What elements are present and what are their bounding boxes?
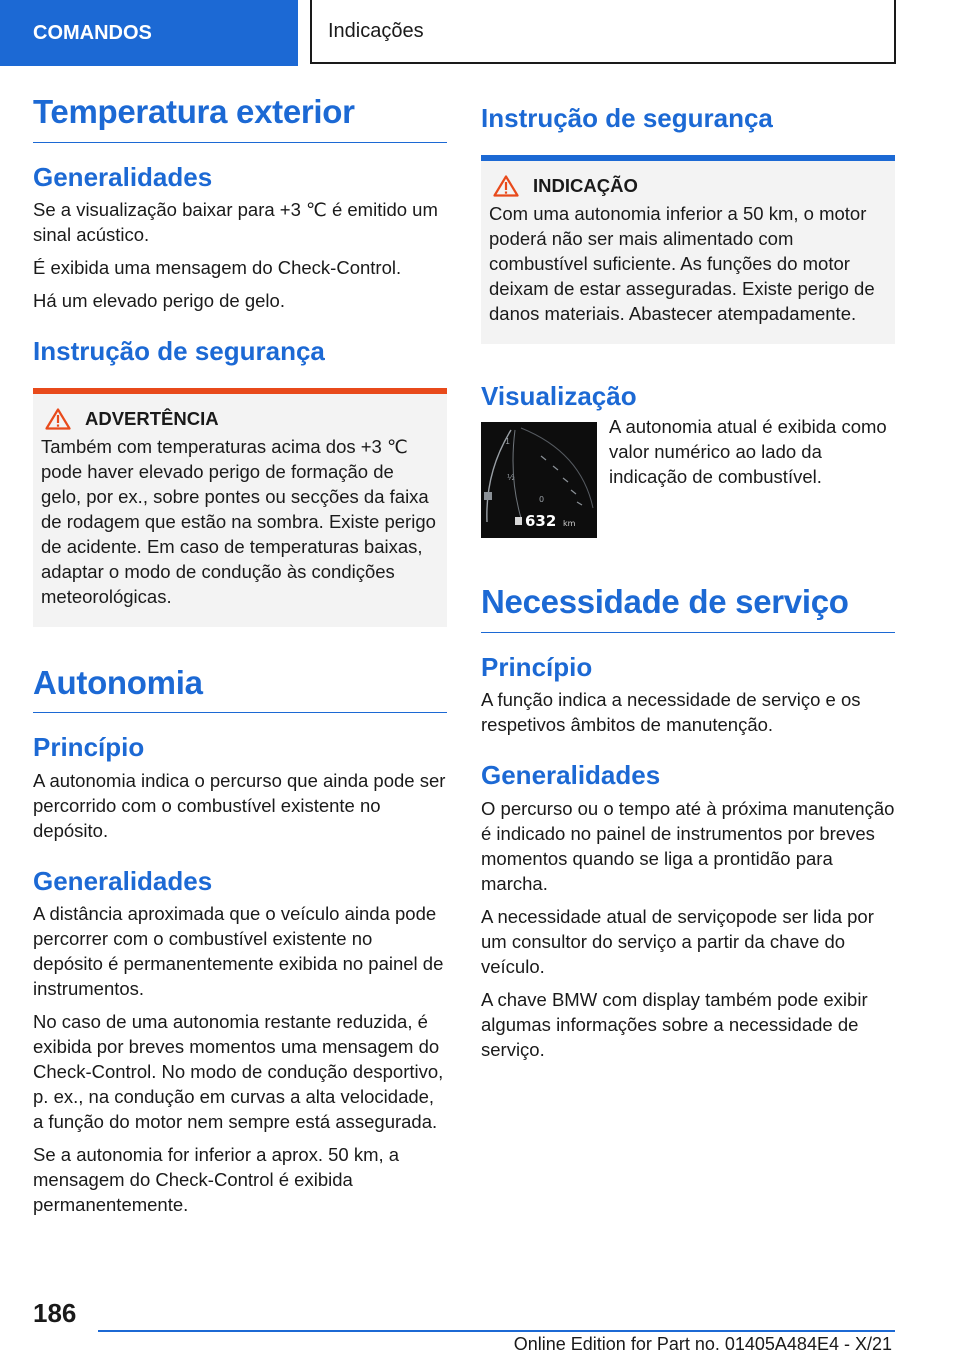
paragraph: O percurso ou o tempo até à próxima manutenção é indicado no painel de instrumentos por breves momentos quando se liga a prontidão para marcha.	[481, 797, 895, 894]
heading-safety: Instrução de segurança	[481, 103, 773, 133]
heading-safety: Instrução de segurança	[33, 336, 325, 367]
page-number: 186	[33, 1298, 77, 1328]
heading-principle: Princípio	[481, 651, 593, 682]
note-text: Com uma autonomia inferior a 50 km, o motor poderá não ser mais alimentado com combustível suficiente. As funções do motor deixam de estar asseguradas. Existe perigo de danos materiais. Abastecer atempadamente.	[489, 202, 875, 324]
range-unit: km	[563, 519, 576, 528]
paragraph: A função indica a necessidade de serviço e os respetivos âmbitos de manutenção.	[481, 689, 861, 736]
note-box	[481, 155, 895, 344]
footer-divider	[98, 1330, 895, 1332]
paragraph: A distância aproximada que o veículo ainda pode percorrer com o combustível existente no depósito é permanentemente exibida no painel de instrumentos.	[33, 903, 444, 1000]
heading-general: Generalidades	[33, 865, 213, 896]
note-title	[489, 175, 887, 197]
fuel-pump-icon	[484, 492, 492, 500]
heading-general: Generalidades	[481, 760, 661, 791]
display-section	[481, 416, 895, 538]
warning-box	[33, 388, 447, 627]
right-column	[481, 92, 895, 1070]
section-tab: COMANDOS	[0, 0, 298, 66]
display-text: A autonomia atual é exibida como valor numérico ao lado da indicação de combustível.	[609, 416, 887, 487]
edition-label: Online Edition for Part no. 01405A484E4 - X/21	[513, 1334, 892, 1354]
gauge-tick-label: 1	[505, 437, 511, 446]
heading-principle: Princípio	[33, 732, 145, 763]
paragraph: Há um elevado perigo de gelo.	[33, 290, 285, 312]
warning-text: Também com temperaturas acima dos +3 ℃ pode haver elevado perigo de formação de gelo, por ex., sobre pontes ou secções da faixa de rodagem que estão na sombra. Existe perigo de acidente. Em caso de temperaturas baixas, adaptar o modo de condução às condições meteorológicas.	[41, 435, 436, 607]
note-label: INDICAÇÃO	[533, 174, 638, 196]
paragraph: A necessidade atual de serviçopode ser lida por um consultor do serviço a partir da chave do veículo.	[481, 905, 874, 977]
left-column	[33, 92, 447, 1225]
paragraph: A chave BMW com display também pode exibir algumas informações sobre a necessidade de serviço.	[481, 988, 868, 1060]
heading-display: Visualização	[481, 380, 637, 411]
fuel-pump-icon	[515, 517, 522, 525]
paragraph: É exibida uma mensagem do Check-Control.	[33, 257, 402, 279]
warning-title	[41, 408, 439, 430]
gauge-tick-label: 0	[539, 495, 545, 504]
paragraph: No caso de uma autonomia restante reduzida, é exibida por breves momentos uma mensagem do Check-Control. No modo de condução desportivo, p. ex., na condução em curvas a alta velocidade, a função do motor nem sempre está assegurada.	[33, 1011, 444, 1133]
paragraph: A autonomia indica o percurso que ainda pode ser percorrido com o combustível existente no depósito.	[33, 769, 446, 841]
heading-general: Generalidades	[33, 161, 213, 192]
paragraph: Se a visualização baixar para +3 ℃ é emitido um sinal acústico.	[33, 199, 438, 246]
warning-label: ADVERTÊNCIA	[85, 407, 219, 429]
paragraph: Se a autonomia for inferior a aprox. 50 km, a mensagem do Check-Control é exibida permanentemente.	[33, 1144, 400, 1216]
warning-triangle-icon	[493, 175, 519, 197]
warning-triangle-icon	[45, 408, 71, 430]
range-value: 632	[525, 512, 557, 530]
section-title-service: Necessidade de serviço	[481, 582, 895, 633]
page-header	[0, 0, 960, 66]
section-title-range: Autonomia	[33, 663, 447, 714]
instrument-cluster-image	[481, 422, 597, 538]
chapter-tab: Indicações	[310, 0, 896, 64]
section-title-outside-temperature: Temperatura exterior	[33, 92, 447, 143]
gauge-tick-label: ½	[507, 473, 515, 482]
